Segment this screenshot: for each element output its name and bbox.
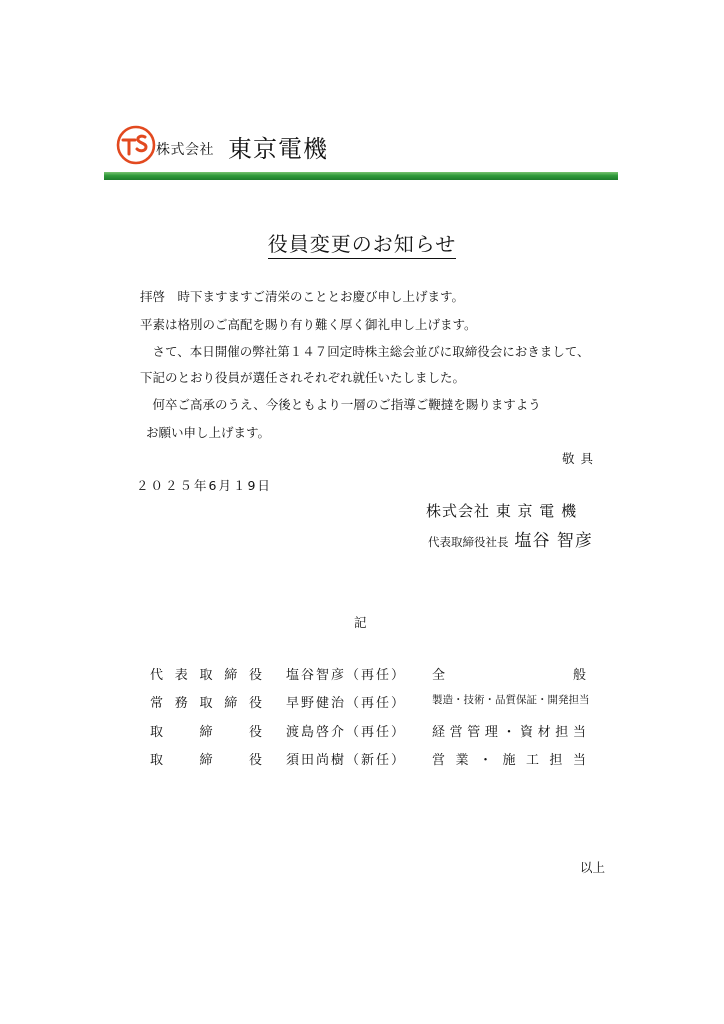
header-divider [104, 172, 618, 180]
body-line: 何卒ご高承のうえ、今後ともより一層のご指導ご鞭撻を賜りますよう [140, 397, 541, 412]
signature-company: 株式会社 東 京 電 機 [426, 502, 578, 520]
officer-name: 早野健治（再任） [286, 696, 407, 711]
officer-duty: 全 般 [432, 668, 586, 683]
body-line: 平素は格別のご高配を賜り有り難く厚く御礼申し上げます。 [140, 317, 477, 332]
end-mark: 以上 [580, 860, 606, 875]
body-line: さて、本日開催の弊社第１４７回定時株主総会並びに取締役会におきまして、 [140, 344, 590, 359]
closing-phrase: 敬具 [562, 451, 600, 466]
signature-row [428, 526, 593, 551]
officer-name: 塩谷智彦（再任） [286, 668, 407, 683]
officer-duty: 営 業 ・ 施 工 担 当 [432, 753, 586, 768]
officer-role: 取 締 役 [150, 753, 262, 768]
officer-name: 須田尚樹（新任） [286, 753, 407, 768]
company-name-small: 株式会社 [156, 142, 214, 158]
document-title [0, 228, 724, 257]
ki-mark: 記 [354, 615, 367, 630]
body-line: お願い申し上げます。 [146, 425, 271, 440]
body-line: 下記のとおり役員が選任されそれぞれ就任いたしました。 [140, 370, 466, 385]
signature-title: 代表取締役社長 [428, 535, 509, 549]
officer-role: 代 表 取 締 役 [150, 668, 262, 683]
officer-name: 渡島啓介（再任） [286, 725, 407, 740]
officer-role: 取 締 役 [150, 725, 262, 740]
signature-name: 塩谷 智彦 [514, 531, 593, 551]
officer-duty: 製造・技術・品質保証・開発担当 [432, 694, 590, 706]
document-title-text: 役員変更のお知らせ [268, 232, 456, 259]
issue-date: ２０２５年6月１9日 [136, 478, 272, 493]
company-logo-icon [116, 125, 156, 165]
officer-role: 常 務 取 締 役 [150, 696, 262, 711]
officer-duty: 経 営 管 理 ・ 資 材 担 当 [432, 725, 586, 740]
company-name-large: 東京電機 [228, 135, 328, 163]
body-line: 拝啓 時下ますますご清栄のこととお慶び申し上げます。 [140, 289, 465, 304]
